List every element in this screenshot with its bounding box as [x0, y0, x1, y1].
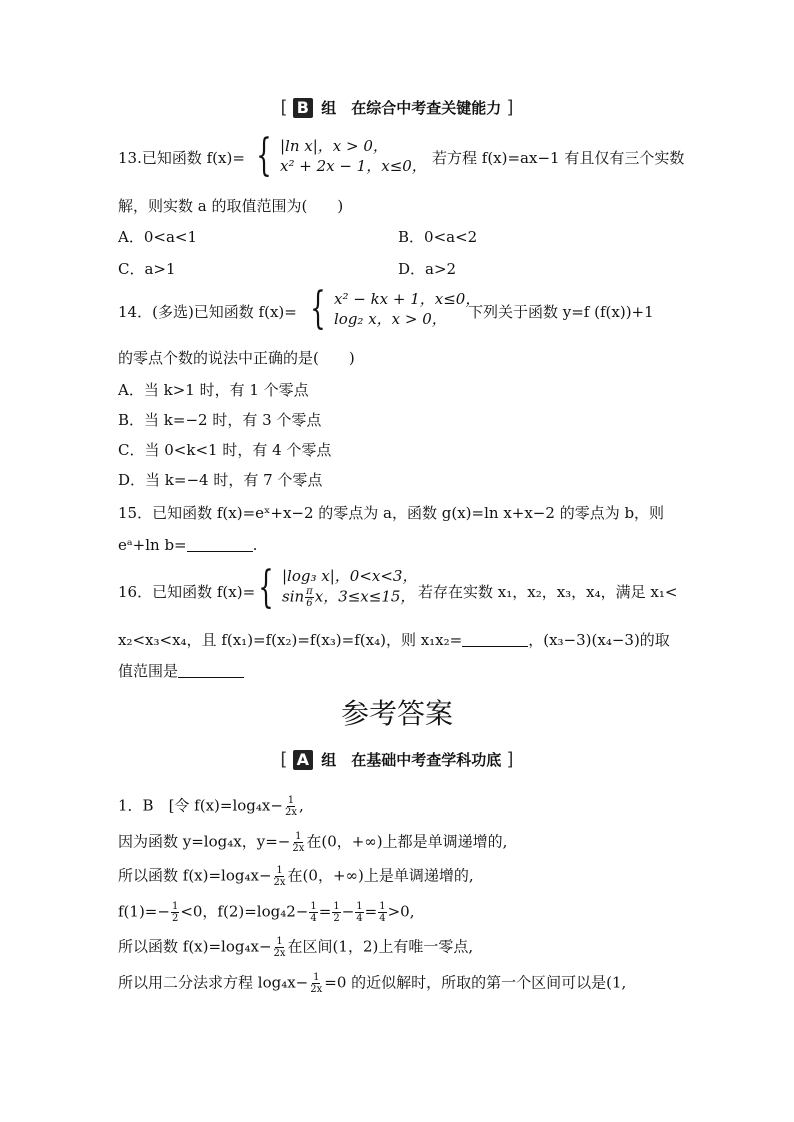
q13-option-a: A．0<a<1 — [118, 228, 197, 246]
q13-case1: |ln x|，x > 0， — [280, 137, 388, 155]
q16-line2: x₂<x₃<x₄，且 f(x₁)=f(x₂)=f(x₃)=f(x₄)，则 x₁x₂= ，(x₃−3)(x₄−3)的取 — [118, 631, 670, 649]
q13-suffix: 若方程 f(x)=ax−1 有且仅有三个实数 — [432, 149, 685, 167]
q16-line3: 值范围是 — [118, 661, 244, 681]
q13-prefix: 13.已知函数 f(x)= — [118, 149, 245, 167]
section-b-badge: B — [293, 98, 313, 118]
answer-1-line2: 因为函数 y=log₄x，y=− $\frac{1}{2x}$ 在(0，+∞)上都是单调递增的, — [118, 831, 508, 854]
answer-1-line1: 1．B [令 f(x)=log₄x− $\frac{1}{2x}$ , — [118, 795, 304, 818]
q15-line2: eᵃ+ln b= . — [118, 536, 258, 554]
answers-title: 参考答案 — [340, 697, 453, 730]
q14-option-a: A．当 k>1 时，有 1 个零点 — [118, 381, 309, 399]
section-b-title: 组 在综合中考查关键能力 — [321, 99, 502, 117]
q16-piecewise: { |log₃ x|，0<x<3， sin $\frac{\pi}{6}$ x，3≤x≤15， — [258, 561, 418, 613]
q14-option-d: D．当 k=−4 时，有 7 个零点 — [118, 471, 323, 489]
q15-answer-blank — [187, 537, 253, 552]
q16-case1: |log₃ x|，0<x<3， — [282, 567, 418, 585]
q14-line2: 的零点个数的说法中正确的是( ) — [118, 349, 355, 367]
section-a-title: 组 在基础中考查学科功底 — [321, 751, 502, 769]
q13-piecewise: { |ln x|，x > 0， x² + 2x − 1，x≤0， — [256, 130, 427, 181]
section-a-badge: A — [293, 750, 313, 770]
q16-prefix: 16．已知函数 f(x)= — [118, 583, 256, 601]
q14-option-c: C．当 0<k<1 时，有 4 个零点 — [118, 441, 332, 459]
q13-case2: x² + 2x − 1，x≤0， — [280, 157, 427, 175]
section-a-header: [ A 组 在基础中考查学科功底 ] — [280, 749, 514, 770]
q14-case1: x² − kx + 1，x≤0， — [334, 290, 481, 308]
q13-line2: 解，则实数 a 的取值范围为( ) — [118, 197, 344, 215]
q13-option-b: B．0<a<2 — [398, 228, 478, 246]
answer-1-line6: 所以用二分法求方程 log₄x− $\frac{1}{2x}$ =0 的近似解时，所取的第一个区间可以是(1, — [118, 972, 627, 995]
q16-blank-1 — [462, 632, 528, 647]
q13-option-c: C．a>1 — [118, 260, 176, 278]
q14-case2: log₂ x，x > 0， — [334, 310, 447, 328]
answer-1-line5: 所以函数 f(x)=log₄x− $\frac{1}{2x}$ 在区间(1，2)上有唯一零点, — [118, 936, 474, 959]
q14-prefix: 14．(多选)已知函数 f(x)= — [118, 303, 297, 321]
q16-blank-2 — [178, 663, 244, 678]
q15-line1: 15．已知函数 f(x)=eˣ+x−2 的零点为 a，函数 g(x)=ln x+x−2 的零点为 b，则 — [118, 504, 665, 522]
q16-suffix: 若存在实数 x₁，x₂，x₃，x₄，满足 x₁< — [418, 583, 678, 601]
answer-1-line3: 所以函数 f(x)=log₄x− $\frac{1}{2x}$ 在(0，+∞)上是单调递增的, — [118, 865, 474, 888]
q13-option-d: D．a>2 — [398, 260, 457, 278]
q16-case2: sin $\frac{\pi}{6}$ x，3≤x≤15， — [282, 586, 416, 609]
section-b-header: [ B 组 在综合中考查关键能力 ] — [280, 97, 514, 118]
q14-suffix: 下列关于函数 y=f (f(x))+1 — [468, 303, 654, 321]
q14-piecewise: { x² − kx + 1，x≤0， log₂ x，x > 0， — [310, 283, 481, 334]
answer-1-line4: f(1)=− $\frac{1}{2}$ <0，f(2)=log₄2− $\frac{1}{4}$ = $\frac{1}{2}$ − $\frac{1}{4}$ = $\frac{1}{4}$ >0, — [118, 901, 415, 924]
q14-option-b: B．当 k=−2 时，有 3 个零点 — [118, 411, 322, 429]
